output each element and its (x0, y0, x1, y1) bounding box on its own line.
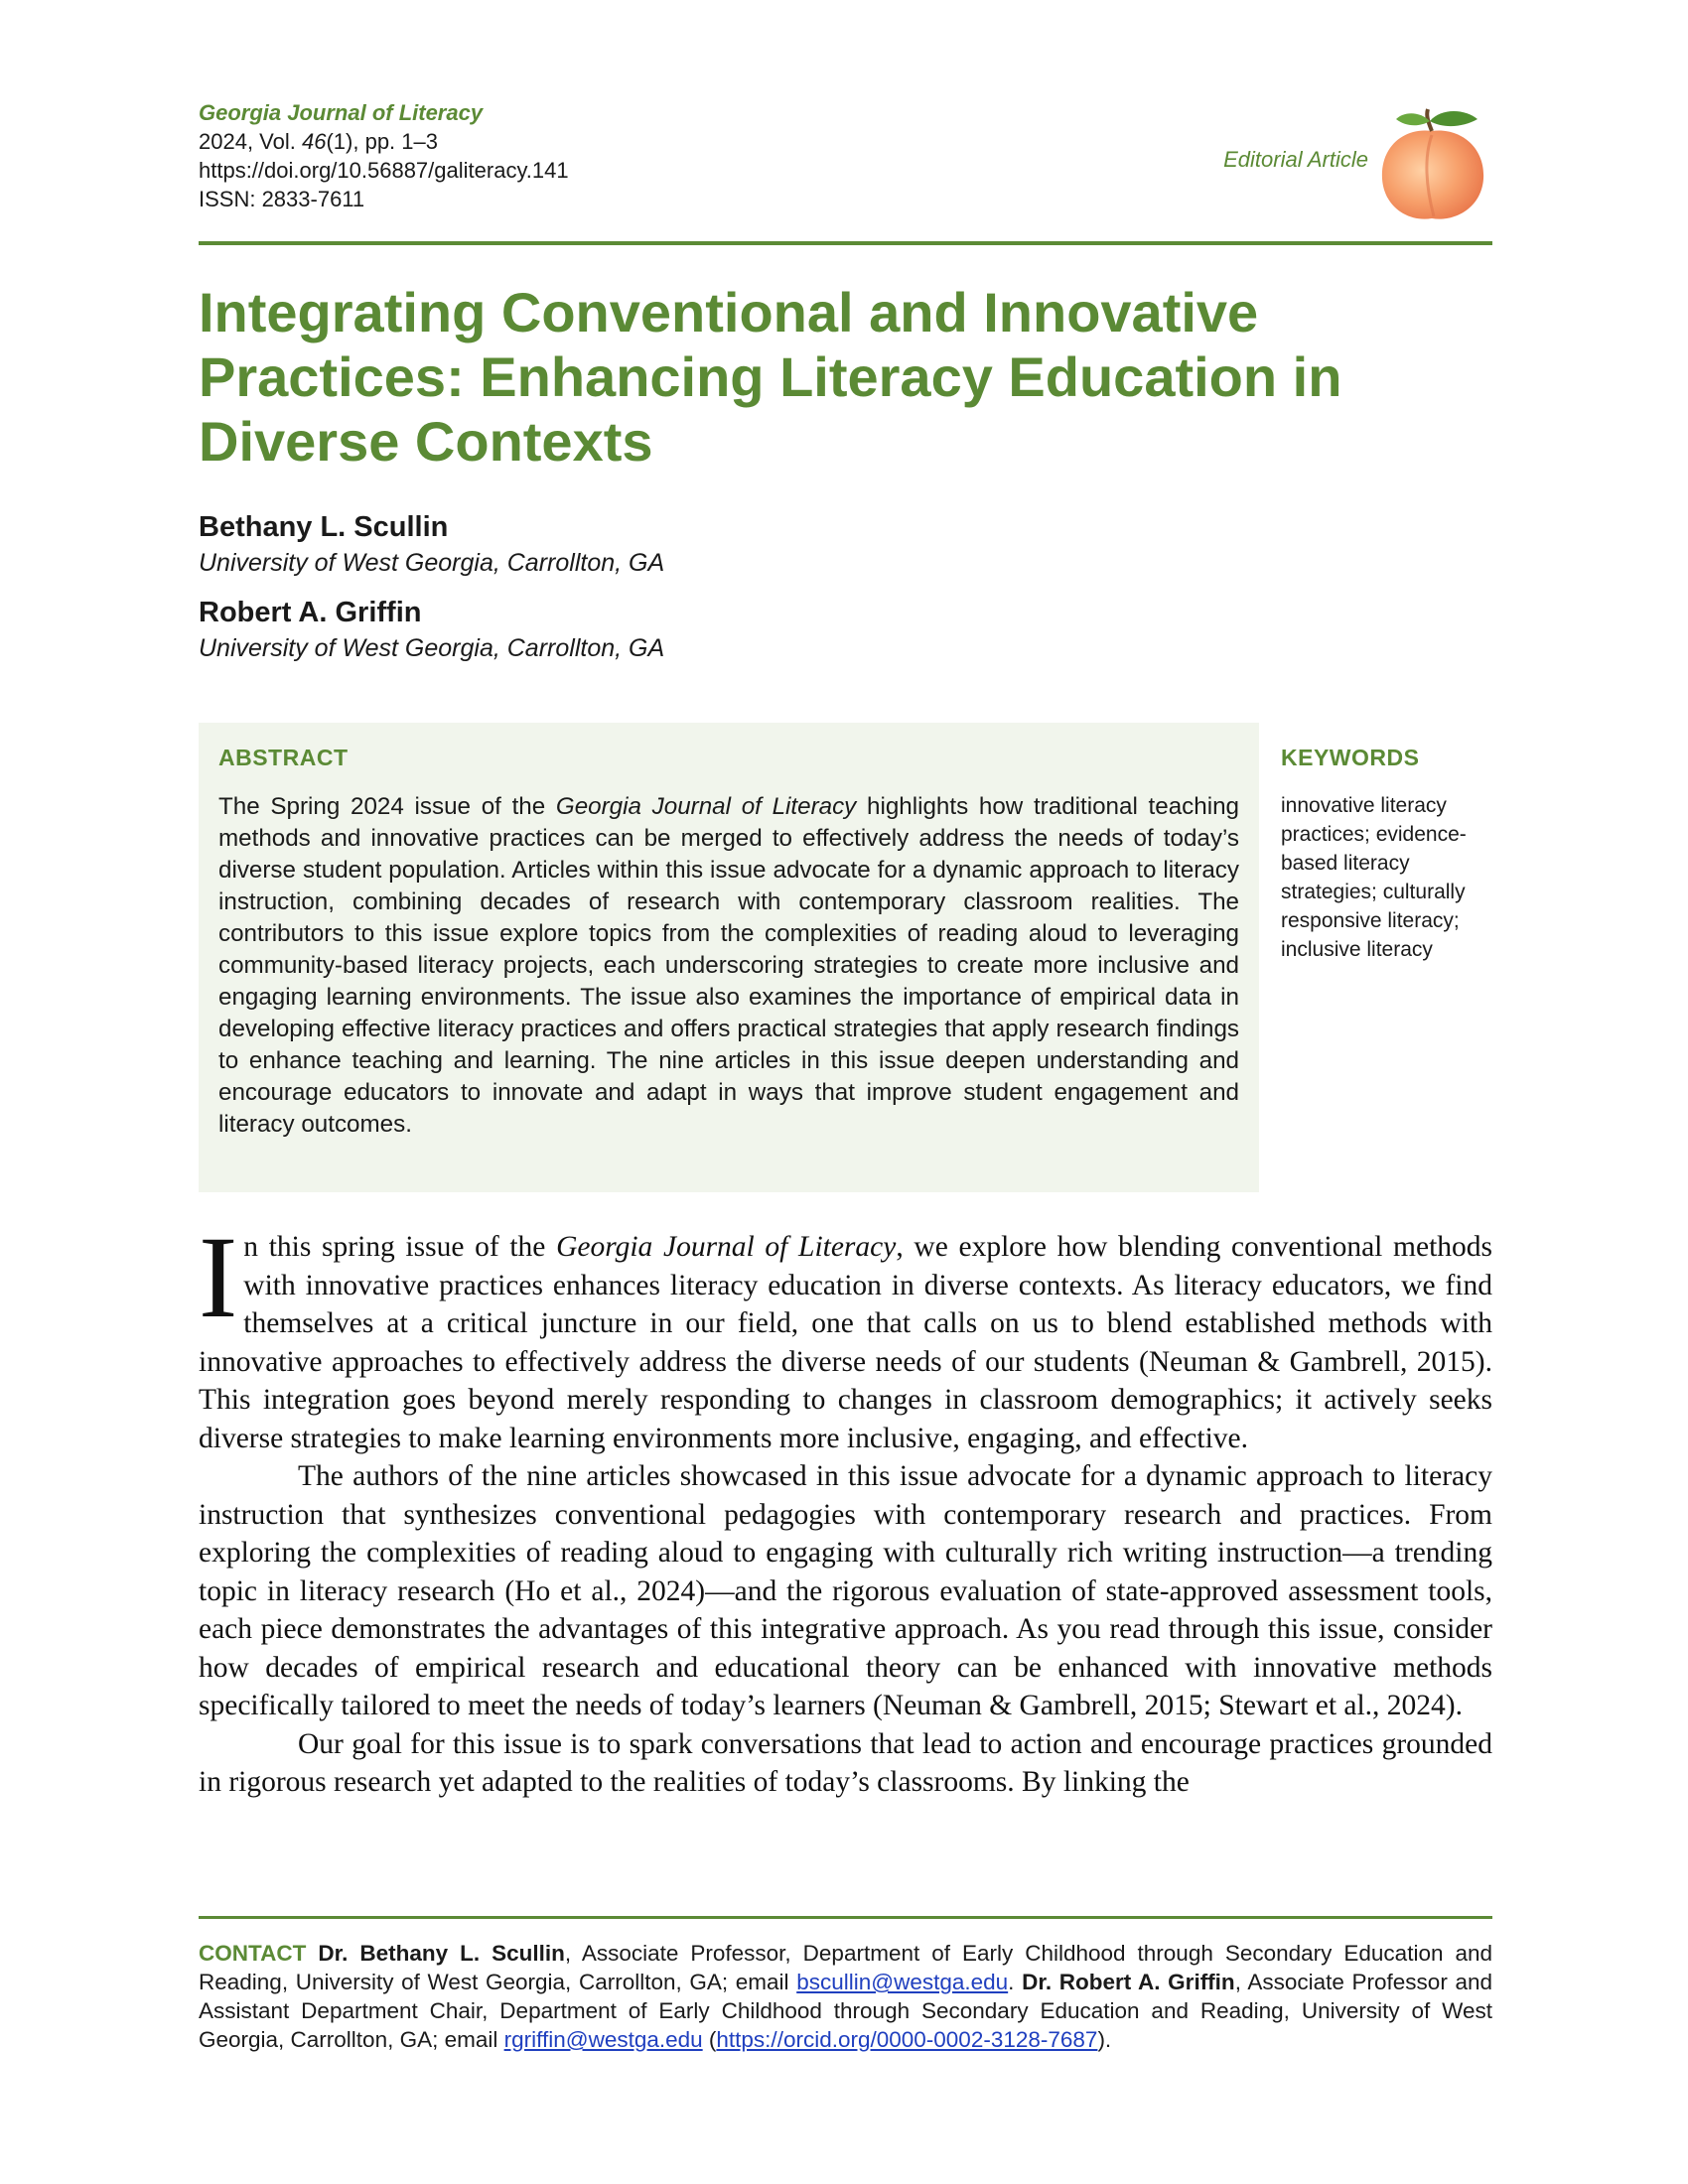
body-paragraph: Our goal for this issue is to spark conversations that lead to action and encourage practices grounded in rigorous research yet adapted to the realities of today’s classrooms. By linking the (199, 1727, 1492, 1798)
article-type-label: Editorial Article (1223, 147, 1368, 172)
abstract-heading: ABSTRACT (218, 745, 349, 770)
contact-label: CONTACT (199, 1941, 307, 1966)
email-link[interactable]: rgriffin@westga.edu (503, 2027, 703, 2052)
body-paragraph: In this spring issue of the Georgia Journal of Literacy, we explore how blending conventional methods with innovative practices enhances literacy education in diverse contexts. As literacy educators, we find themselves at a critical juncture in our field, one that calls on us to blend established methods with innovative approaches to effectively address the diverse needs of our students (Neuman & Gambrell, 2015). This integration goes beyond merely responding to changes in classroom demographics; it actively seeks diverse strategies to make learning environments more inclusive, engaging, and effective. (199, 1212, 1492, 1454)
doi-line[interactable]: https://doi.org/10.56887/galiteracy.141 (199, 158, 569, 183)
keywords-heading: KEYWORDS (1281, 745, 1420, 770)
keywords-panel (1281, 745, 1491, 964)
author-name: Bethany L. Scullin (199, 511, 449, 543)
footer-rule (199, 1916, 1492, 1919)
article-title: Integrating Conventional and Innovative Practices: Enhancing Literacy Education in Diverse Contexts (199, 281, 1342, 473)
volume-line: 2024, Vol. 46(1), pp. 1–3 (199, 129, 438, 154)
journal-name: Georgia Journal of Literacy (199, 100, 484, 125)
volume-number: 46 (301, 129, 327, 154)
abstract-text: The Spring 2024 issue of the Georgia Journal of Literacy highlights how traditional teaching methods and innovative practices can be merged to effectively address the needs of today’s diverse student population. Articles within this issue advocate for a dynamic approach to literacy instruction, combining decades of research with contemporary classroom realities. The contributors to this issue explore topics from the complexities of reading aloud to leveraging community-based literacy projects, each underscoring strategies to create more inclusive and engaging learning environments. The issue also examines the importance of empirical data in developing effective literacy practices and offers practical strategies that apply research findings to enhance teaching and learning. The nine articles in this issue deepen understanding and encourage educators to innovate and adapt in ways that improve student engagement and literacy outcomes. (218, 793, 1239, 1138)
contact-footnote: CONTACT Dr. Bethany L. Scullin, Associate Professor, Department of Early Childhood through Secondary Education and Reading, University of West Georgia, Carrollton, GA; email bscullin@westga.edu. Dr. Robert A. Griffin, Associate Professor and Assistant Department Chair, Department of Early Childhood through Secondary Education and Reading, University of West Georgia, Carrollton, GA; email rgriffin@westga.edu (https://orcid.org/0000-0002-3128-7687). (199, 1941, 1492, 2052)
body-paragraph: The authors of the nine articles showcased in this issue advocate for a dynamic approach to literacy instruction that synthesizes conventional pedagogies with contemporary research and practices. From exploring the complexities of reading aloud to engaging with culturally rich writing instruction—a trending topic in literacy research (Ho et al., 2024)—and the rigorous evaluation of state-approved assessment tools, each piece demonstrates the advantages of this integrative approach. As you read through this issue, consider how decades of empirical research and educational theory can be enhanced with innovative methods specifically tailored to meet the needs of today’s learners (Neuman & Gambrell, 2015; Stewart et al., 2024). (199, 1460, 1492, 1721)
author-name: Robert A. Griffin (199, 597, 422, 628)
author-affiliation: University of West Georgia, Carrollton, GA (199, 634, 665, 662)
keywords-text: innovative literacy practices; evidence-based literacy strategies; culturally responsive literacy; inclusive literacy (1281, 794, 1467, 961)
abstract-box (199, 723, 1259, 1192)
issn-line: ISSN: 2833-7611 (199, 187, 365, 211)
author-affiliation: University of West Georgia, Carrollton, GA (199, 549, 665, 577)
drop-cap: I (199, 1212, 238, 1342)
orcid-link[interactable]: https://orcid.org/0000-0002-3128-7687 (716, 2027, 1098, 2052)
article-header (199, 99, 1489, 238)
peach-icon (1374, 107, 1489, 224)
header-rule (199, 241, 1492, 245)
article-body (199, 1212, 1492, 1802)
email-link[interactable]: bscullin@westga.edu (796, 1970, 1009, 1994)
